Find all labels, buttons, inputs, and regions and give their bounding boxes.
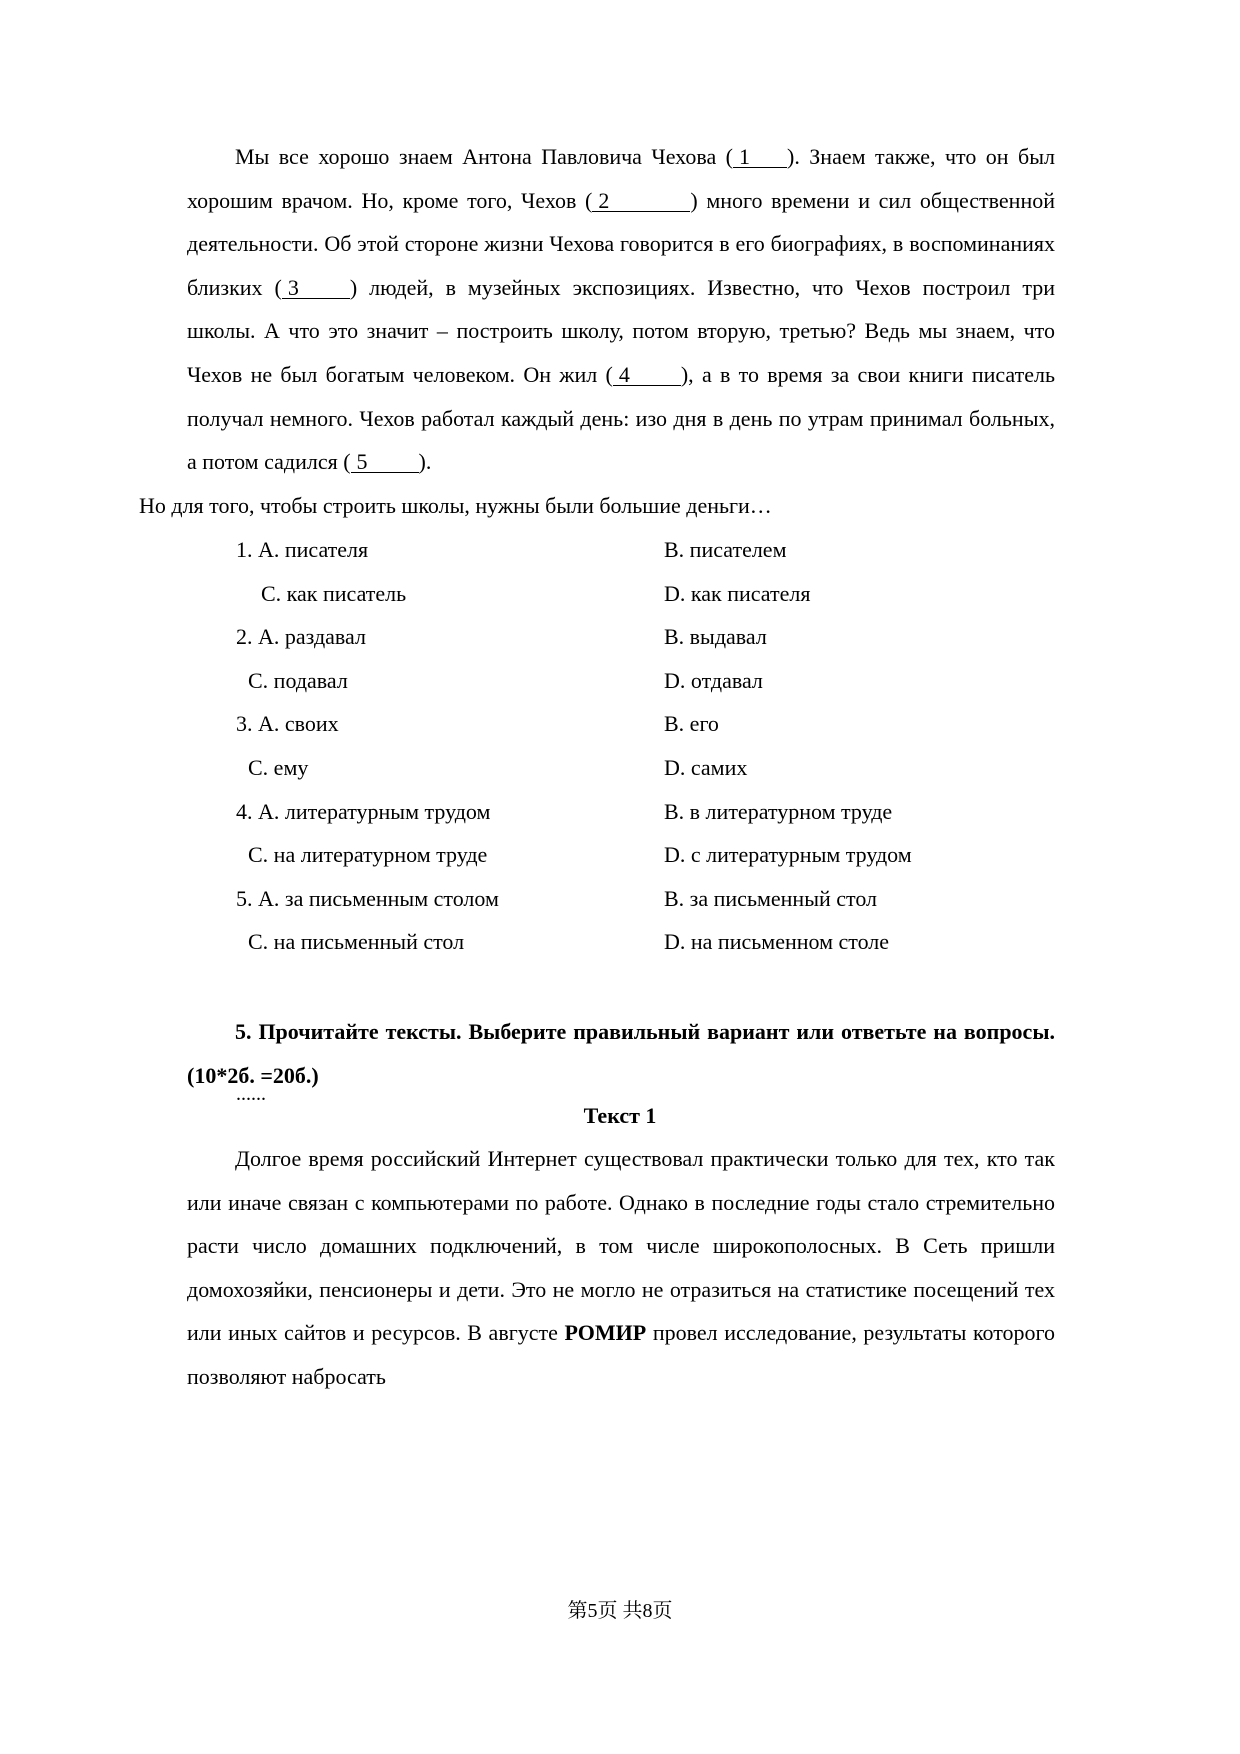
option-3d[interactable]: D. самих xyxy=(664,755,748,780)
passage-last-line: Но для того, чтобы строить школы, нужны были большие деньги… xyxy=(139,492,772,518)
passage-paragraph xyxy=(139,135,1055,527)
text-1-body-end: провел исследование, результаты которого позволяют набросать xyxy=(187,1320,1056,1389)
option-5c[interactable]: C. на письменный стол xyxy=(248,929,465,954)
passage-text: ). xyxy=(418,449,432,475)
option-5d[interactable]: D. на письменном столе xyxy=(664,929,890,954)
blank-5[interactable]: 5 xyxy=(351,452,419,473)
passage-text: ). Знаем также, что он был хорошим врачом. Но, кроме того, Чехов ( xyxy=(187,144,1055,213)
romir-bold: РОМИР xyxy=(564,1320,647,1346)
option-2d[interactable]: D. отдавал xyxy=(664,668,763,693)
text-1-body: Долгое время российский Интернет существовал практически только для тех, кто так или иначе связан с компьютерами по работе. Однако в последние годы стало стремительно расти число домашних подключений, в том числе широкополосных. В Сеть пришли домохозяйки, пенсионеры и дети. Это не могло не отразиться на статистике посещений тех или иных сайтов и ресурсов. В августе xyxy=(187,1146,1055,1346)
passage-text: Мы все хорошо знаем Антона Павловича Чехова ( xyxy=(235,144,733,169)
blank-4[interactable]: 4 xyxy=(613,365,681,386)
passage-text: ) людей, в музейных экспозициях. Известно, что Чехов построил три школы. А что это значит – построить школу, потом вторую, третью? Ведь мы знаем, что Чехов не был богатым человеком. Он жил ( xyxy=(187,274,1055,387)
option-4a[interactable]: 4. А. литературным трудом xyxy=(236,799,491,824)
passage-text: ), а в то время за свои книги писатель получал немного. Чехов работал каждый день: изо дня в день по утрам принимал больных, а потом садился ( xyxy=(187,361,1055,475)
ellipsis: ...... xyxy=(236,1083,266,1105)
option-5b[interactable]: B. за письменный стол xyxy=(664,886,878,911)
option-3c[interactable]: C. ему xyxy=(248,755,309,780)
passage-text: ) много времени и сил общественной деятельности. Об этой стороне жизни Чехова говорится в его биографиях, в воспоминаниях близких ( xyxy=(187,187,1055,300)
page-footer: 第5页 共8页 xyxy=(567,1600,673,1622)
option-3a[interactable]: 3. А. своих xyxy=(236,711,339,736)
option-1d[interactable]: D. как писателя xyxy=(664,581,811,606)
option-5a[interactable]: 5. А. за письменным столом xyxy=(236,886,499,911)
option-3b[interactable]: B. его xyxy=(664,711,719,736)
option-1a[interactable]: 1. А. писателя xyxy=(236,537,369,562)
option-1b[interactable]: B. писателем xyxy=(664,537,787,562)
blank-1[interactable]: 1 xyxy=(733,147,787,168)
blank-2[interactable]: 2 xyxy=(592,191,690,212)
option-4b[interactable]: B. в литературном труде xyxy=(664,799,893,824)
option-1c[interactable]: C. как писатель xyxy=(261,581,407,606)
text-1-title: Текст 1 xyxy=(583,1103,657,1128)
option-4c[interactable]: C. на литературном труде xyxy=(248,842,488,867)
option-4d[interactable]: D. с литературным трудом xyxy=(664,842,912,867)
option-2a[interactable]: 2. А. раздавал xyxy=(236,624,366,649)
option-2b[interactable]: B. выдавал xyxy=(664,624,767,649)
task-5-heading: 5. Прочитайте тексты. Выберите правильный вариант или ответьте на вопросы. (10*2б. =20б.) xyxy=(187,1019,1055,1088)
text-1-paragraph xyxy=(187,1137,1055,1399)
blank-3[interactable]: 3 xyxy=(282,278,350,299)
option-2c[interactable]: C. подавал xyxy=(248,668,348,693)
